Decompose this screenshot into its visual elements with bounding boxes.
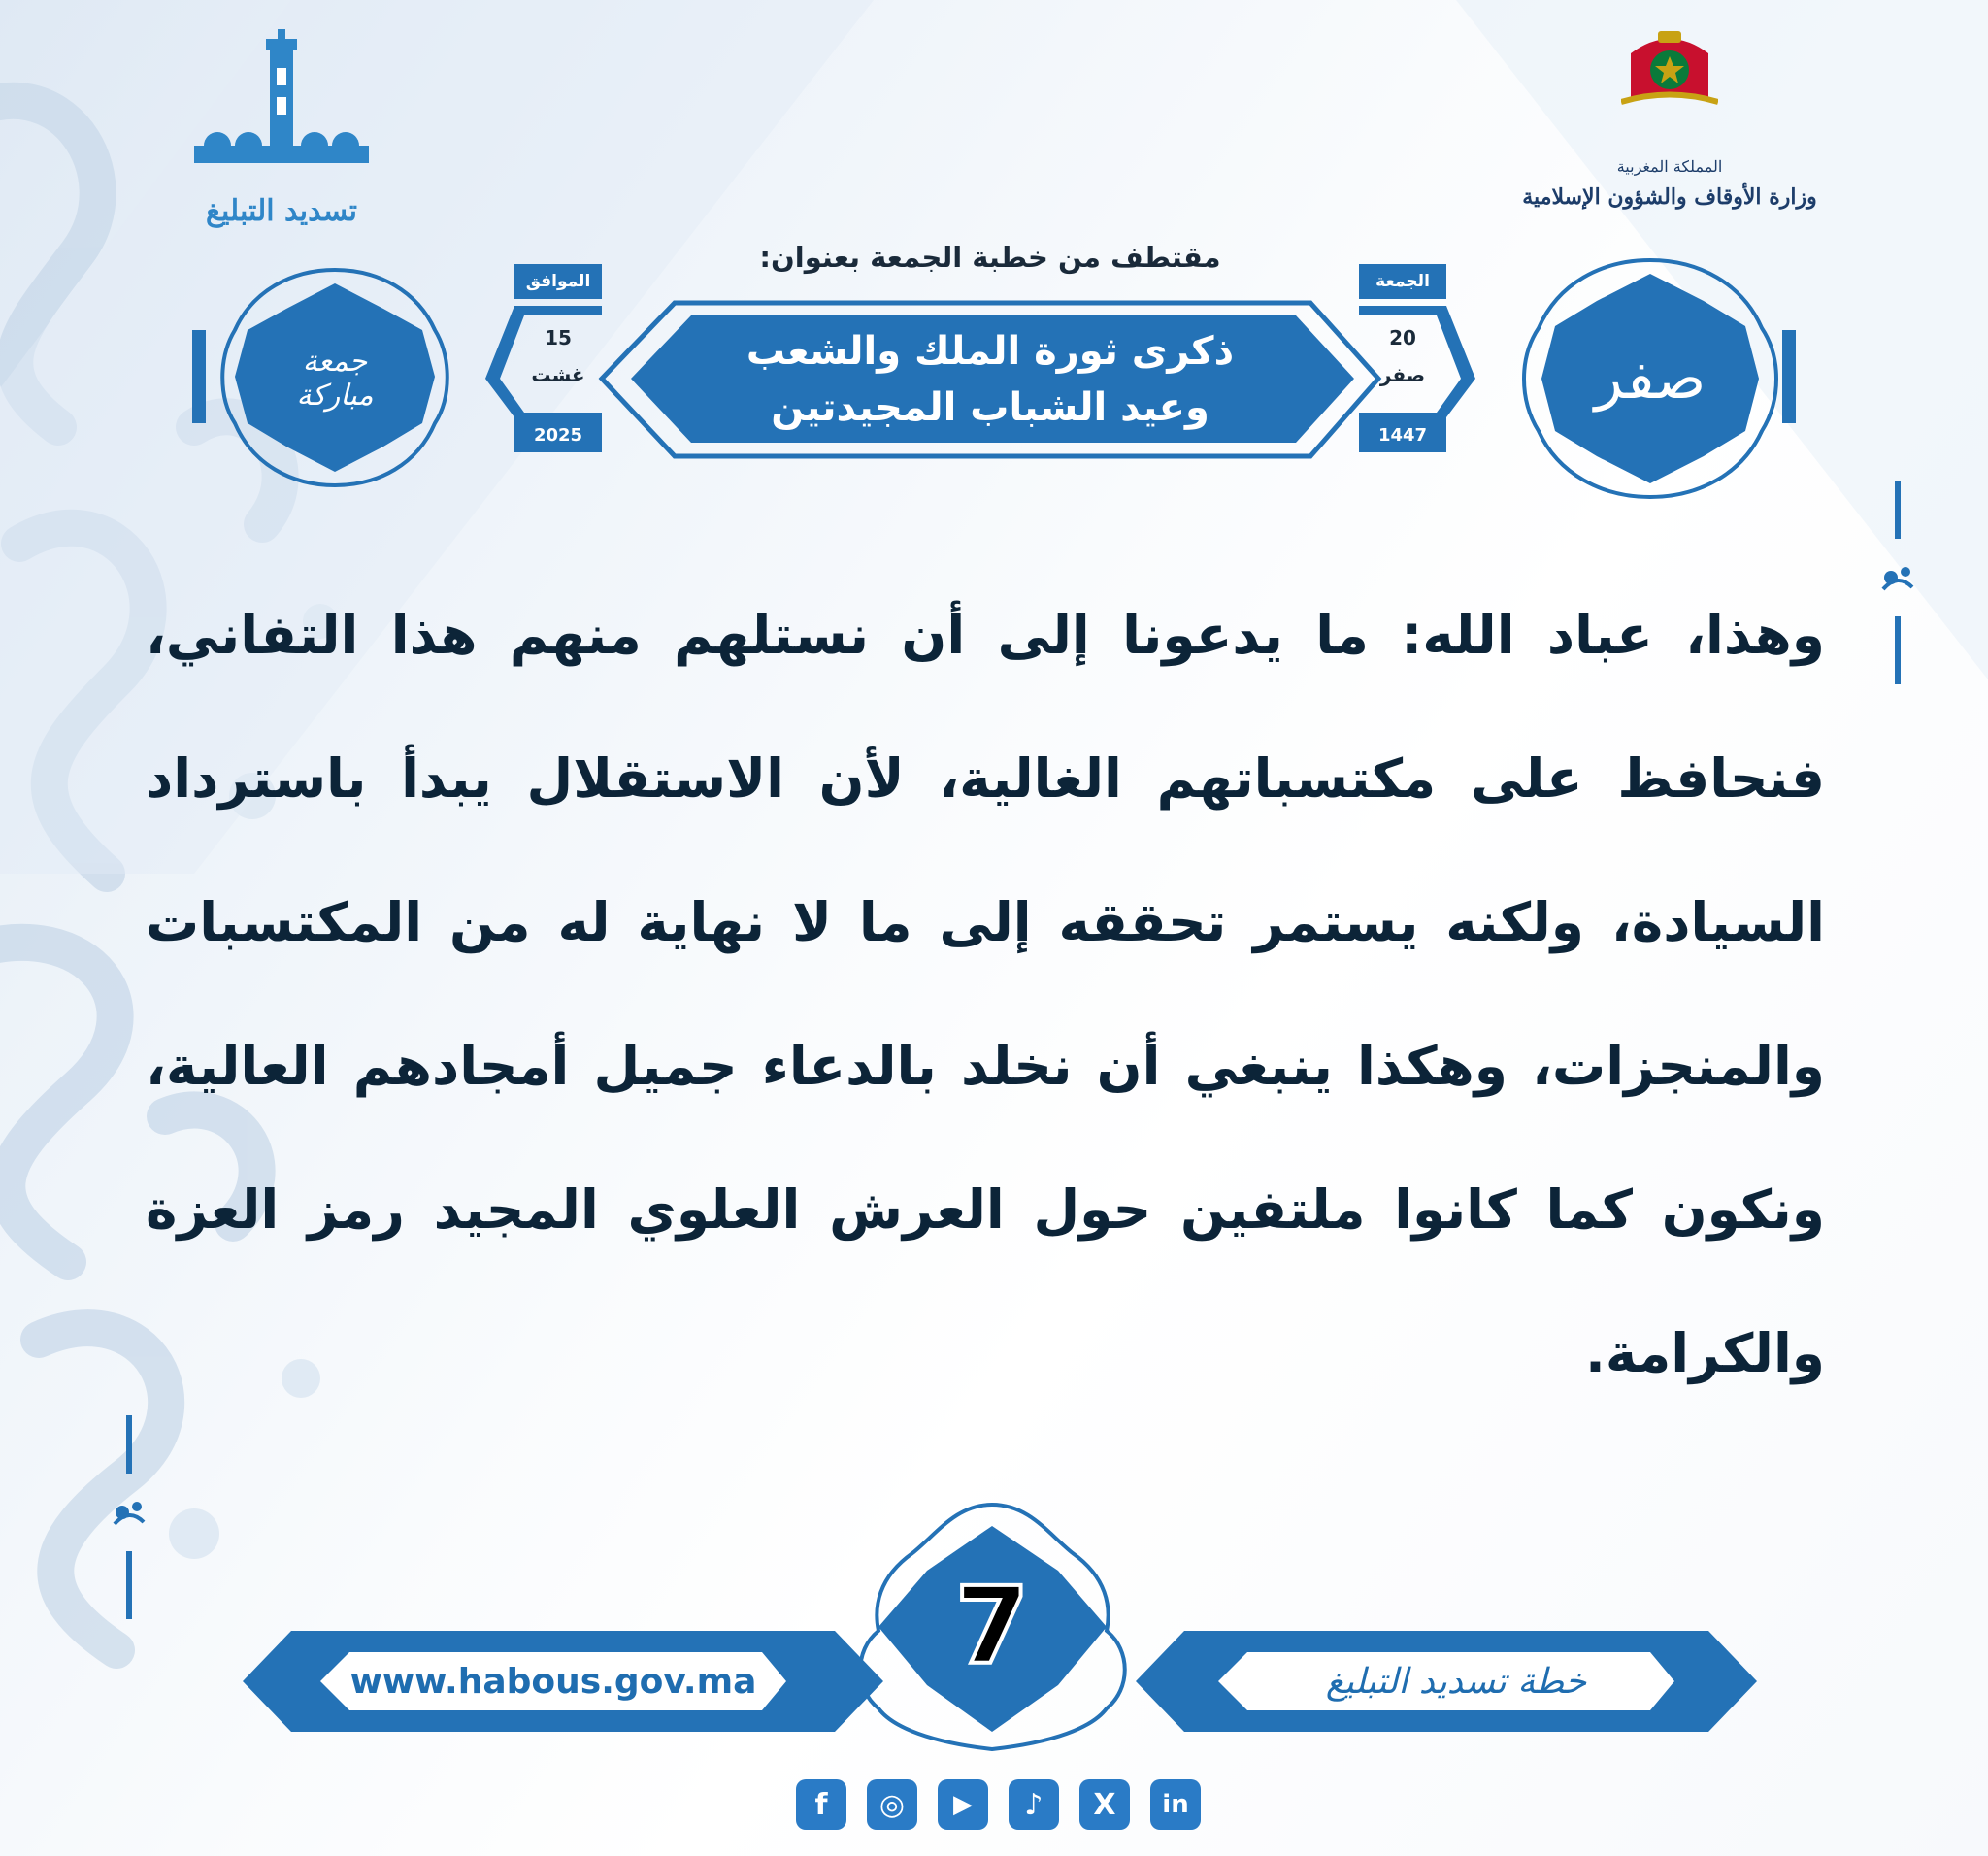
banner-title-line2: وعيد الشباب المجيدتين xyxy=(771,385,1209,430)
hijri-year: 1447 xyxy=(1377,424,1428,446)
jumua-medallion-text: جمعة مباركة xyxy=(296,345,374,413)
page-number: 7 xyxy=(954,1564,1030,1688)
website-url[interactable]: www.habous.gov.ma xyxy=(349,1661,757,1702)
banner-graphics xyxy=(0,0,1988,544)
facebook-icon[interactable]: f xyxy=(796,1779,846,1830)
right-side-ornament xyxy=(1873,481,1922,684)
tiktok-icon[interactable]: ♪ xyxy=(1009,1779,1059,1830)
youtube-icon[interactable]: ▶ xyxy=(938,1779,988,1830)
plan-label: خطة تسديد التبليغ xyxy=(1325,1661,1587,1702)
hijri-month: صفر xyxy=(1379,363,1426,386)
x-icon[interactable]: X xyxy=(1079,1779,1130,1830)
ministry-kingdom-text: المملكة المغربية xyxy=(1616,157,1723,176)
gregorian-label: الموافق xyxy=(525,272,591,291)
hijri-label: الجمعة xyxy=(1375,272,1430,291)
banner-subtitle: مقتطف من خطبة الجمعة بعنوان: xyxy=(759,241,1221,274)
month-medallion-text: صفر xyxy=(1594,345,1706,413)
gregorian-month: غشت xyxy=(531,363,585,386)
instagram-icon[interactable]: ◎ xyxy=(867,1779,917,1830)
banner-title-line1: ذكرى ثورة الملك والشعب xyxy=(746,329,1235,374)
hijri-day: 20 xyxy=(1389,326,1416,349)
linkedin-icon[interactable]: in xyxy=(1150,1779,1201,1830)
sermon-excerpt: وهذا، عباد الله: ما يدعونا إلى أن نستلهم منهم هذا التفاني، فنحافظ على مكتسباتهم الغالية، لأن الاستقلال يبدأ باسترداد السيادة، ولكنه يستمر تحققه إلى ما لا نهاية له من المكتسبات والمنجزات، وهكذا ينبغي أن نخلد بالدعاء جميل أمجادهم العالية، ونكون كما كانوا ملتفين حول العرش العلوي المجيد رمز العزة والكرامة. xyxy=(146,604,1825,1384)
gregorian-day: 15 xyxy=(545,326,572,349)
ministry-name: وزارة الأوقاف والشؤون الإسلامية xyxy=(1522,184,1817,210)
gregorian-year: 2025 xyxy=(533,424,583,446)
tasdid-logo-text: تسديد التبليغ xyxy=(206,194,357,228)
